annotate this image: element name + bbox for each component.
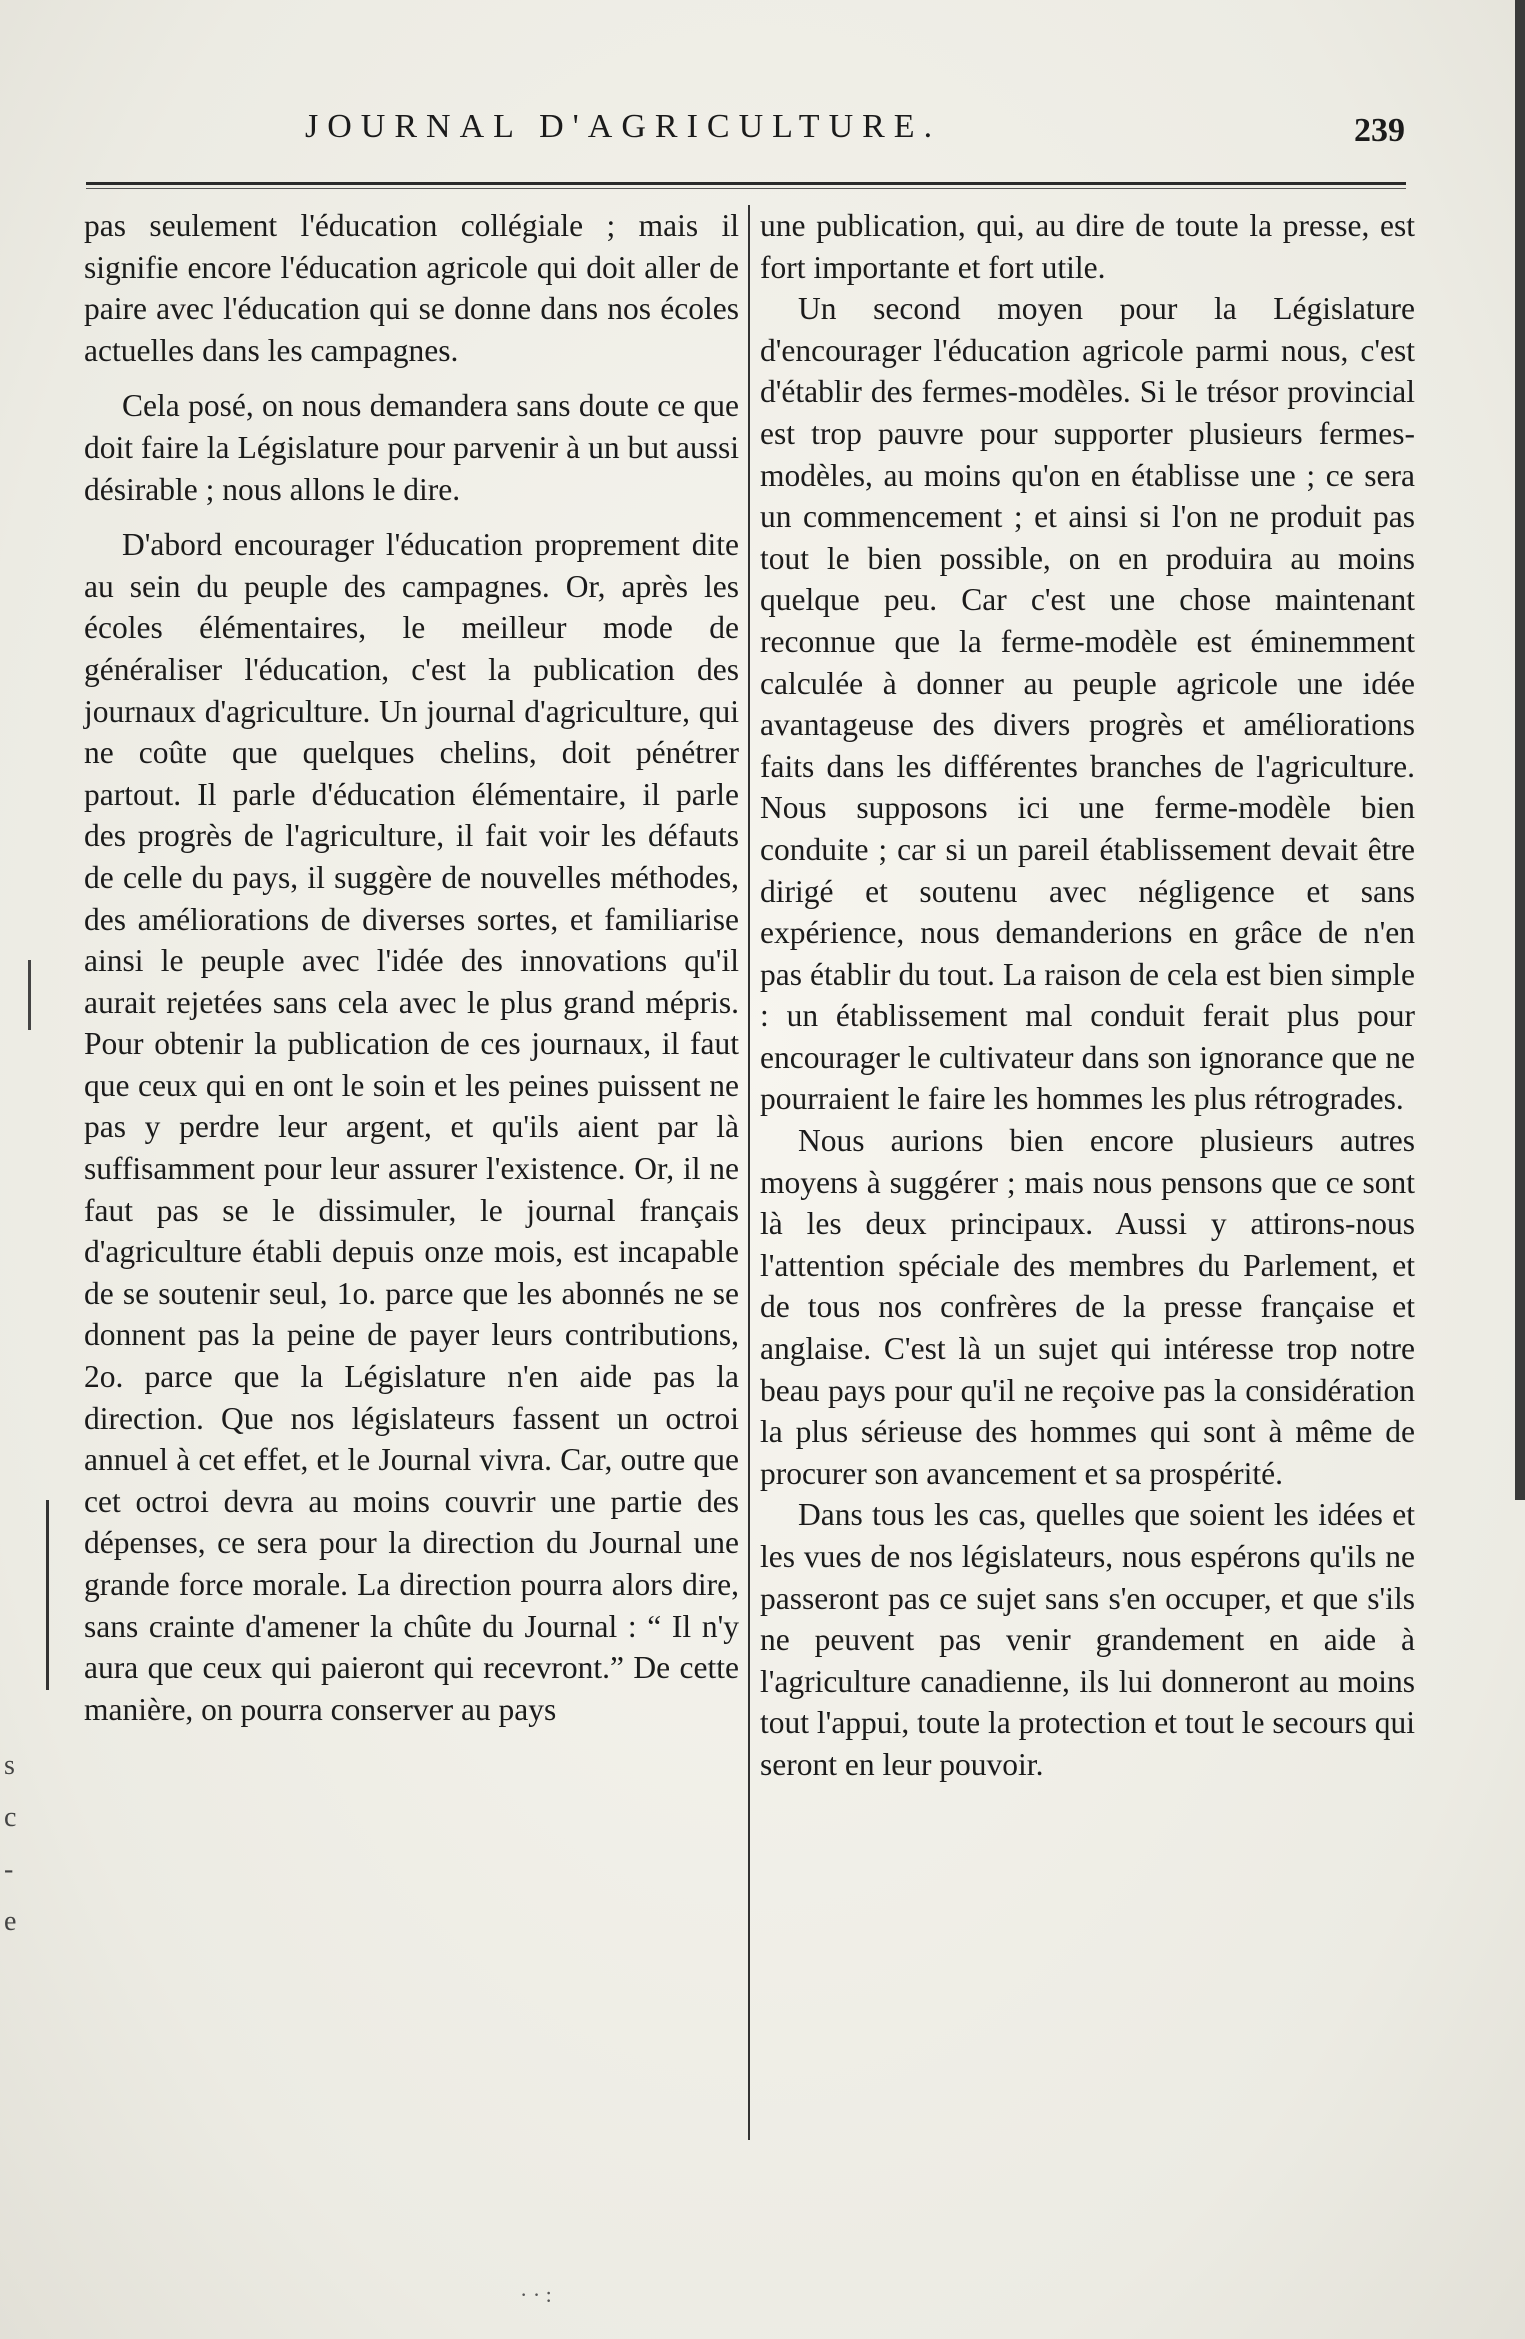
margin-fragment-line: c xyxy=(4,1802,17,1833)
margin-fragment-line: s xyxy=(4,1750,15,1781)
page-number: 239 xyxy=(1354,112,1405,149)
running-title: JOURNAL D'AGRICULTURE. xyxy=(305,108,942,145)
left-paragraph-3: D'abord encourager l'éducation proprement dite au sein du peuple des campagnes. Or, après les écoles élémentaires, le meilleur mode de généraliser l'éducation, c'est la publication des journaux d'agriculture. Un journal d'agriculture, qui ne coûte que quelques chelins, doit pénétrer partout. Il parle d'éducation élémentaire, il parle des progrès de l'agriculture, il fait voir les défauts de celle du pays, il suggère de nouvelles méthodes, des améliorations de diverses sortes, et familiarise ainsi le peuple avec l'idée des innovations qu'il aurait rejetées sans cela avec le plus grand mépris. Pour obtenir la publication de ces journaux, il faut que ceux qui en ont le soin et les peines puissent ne pas y perdre leur argent, et qu'ils aient par là suffisamment pour leur assurer l'existence. Or, il ne faut pas se le dissimuler, le journal français d'agriculture établi depuis onze mois, est incapable de se soutenir seul, 1o. parce que les abonnés ne se donnent pas la peine de payer leurs contributions, 2o. parce que la Législature n'en aide pas la direction. Que nos législateurs fassent un octroi annuel à cet effet, et le Journal vivra. Car, outre que cet octroi devra au moins couvrir une partie des dépenses, ce sera pour la direction du Journal une grande force morale. La direction pourra alors dire, sans crainte d'amener la chûte du Journal : “ Il n'y aura que ceux qui paieront qui recevront.” De cette manière, on pourra conserver au pays xyxy=(84,527,739,1727)
page-edge-shadow xyxy=(1515,0,1525,1500)
page-header xyxy=(80,108,1415,168)
left-paragraph-2: Cela posé, on nous demandera sans doute ce que doit faire la Législature pour parvenir à un but aussi désirable ; nous allons le dire. xyxy=(84,388,739,507)
right-paragraph-4: Dans tous les cas, quelles que soient les idées et les vues de nos législateurs, nous espérons qu'ils ne passeront pas ce sujet sans s'en occuper, et que s'ils ne peuvent pas venir grandement en aide à l'agriculture canadienne, ils lui donneront au moins tout l'appui, toute la protection et tout le secours qui seront en leur pouvoir. xyxy=(760,1497,1415,1782)
margin-fragment-line: e xyxy=(4,1906,17,1937)
left-paragraph-1: pas seulement l'éducation collégiale ; mais il signifie encore l'éducation agricole qui doit aller de paire avec l'éducation qui se donne dans nos écoles actuelles dans les campagnes. xyxy=(84,208,739,368)
right-paragraph-2: Un second moyen pour la Législature d'encourager l'éducation agricole parmi nous, c'est d'établir des fermes-modèles. Si le trésor provincial est trop pauvre pour supporter plusieurs fermes-modèles, au moins qu'on en établisse une ; ce sera un commencement ; et ainsi si l'on ne produit pas tout le bien possible, on en produira au moins quelque peu. Car c'est une chose maintenant reconnue que la ferme-modèle est éminemment calculée à donner au peuple agricole une idée avantageuse des divers progrès et améliorations faits dans les différentes branches de l'agriculture. Nous supposons ici une ferme-modèle bien conduite ; car si un pareil établissement devait être dirigé et soutenu avec négligence et sans expérience, nous demanderions en grâce de n'en pas établir du tout. La raison de cela est bien simple : un établissement mal conduit ferait plus pour encourager le cultivateur dans son ignorance que ne pourraient le faire les hommes les plus rétrogrades. xyxy=(760,291,1415,1117)
margin-mark-lower xyxy=(46,1500,49,1690)
margin-mark xyxy=(28,960,31,1030)
left-column xyxy=(84,205,739,1730)
header-rule-thin xyxy=(86,188,1406,189)
right-paragraph-1: une publication, qui, au dire de toute la presse, est fort importante et fort utile. xyxy=(760,208,1415,285)
footer-mark: · · : xyxy=(520,2282,552,2307)
right-column xyxy=(760,205,1415,1786)
header-rule xyxy=(86,182,1406,185)
right-paragraph-3: Nous aurions bien encore plusieurs autres moyens à suggérer ; mais nous pensons que ce sont là les deux principaux. Aussi y attirons-nous l'attention spéciale des membres du Parlement, et de tous nos confrères de la presse française et anglaise. C'est là un sujet qui intéresse trop notre beau pays pour qu'il ne reçoive pas la considération la plus sérieuse des hommes qui sont à même de procurer son avancement et sa prospérité. xyxy=(760,1123,1415,1491)
margin-fragment xyxy=(4,1740,44,1948)
column-divider xyxy=(748,205,750,2140)
margin-fragment-line: - xyxy=(4,1854,14,1885)
